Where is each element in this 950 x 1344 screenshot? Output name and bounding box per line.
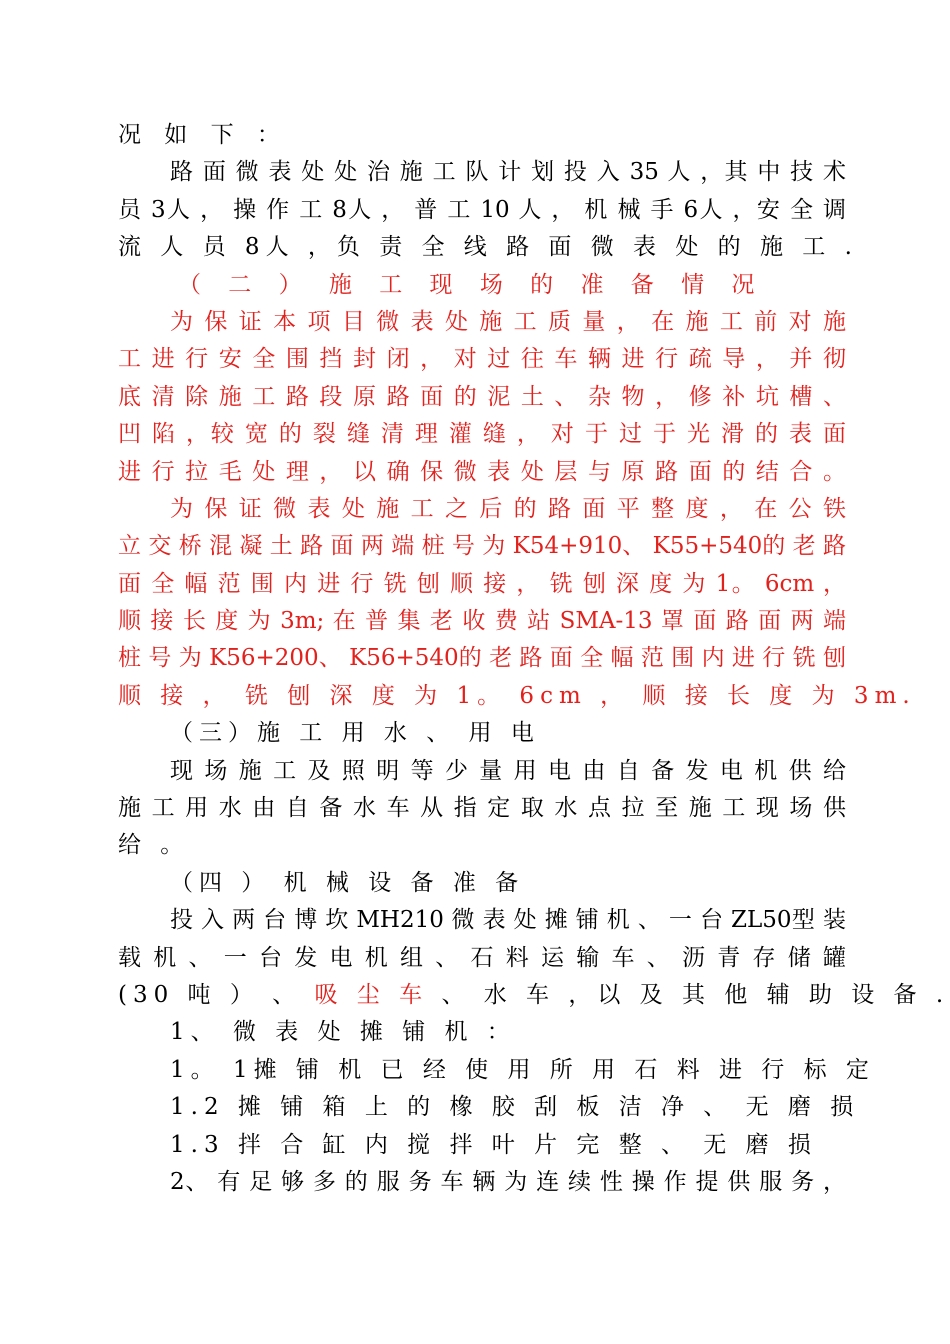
paragraph-line: 凹 陷 ，较 宽 的 裂 缝 清 理 灌 缝 ， 对 于 过 于 光 滑 的 表 面: [118, 421, 846, 448]
paragraph-line: 立 交 桥 混 凝 土 路 面 两 端 桩 号 为 K54+910、 K55+540的 老 路: [118, 533, 846, 560]
paragraph-line: 顺 接 ， 铣 刨 深 度 为 1。 6cm ， 顺 接 长 度 为 3m.: [118, 682, 916, 709]
paragraph-line: 员 3人 ， 操 作 工 8人 ， 普 工 10 人 ， 机 械 手 6人 ，安 全 调: [118, 196, 846, 223]
line-segment: 、 水 车 ，以 及 其 他 辅 助 设 备 .: [441, 981, 950, 1008]
paragraph-line: 流 人 员 8人 ，负 责 全 线 路 面 微 表 处 的 施 工 .: [118, 234, 858, 261]
paragraph-line: 投 入 两 台 博 坎 MH210 微 表 处 摊 铺 机 、 一 台 ZL50型 装: [170, 907, 846, 934]
line-segment: (30 吨 ） 、: [118, 981, 302, 1008]
section-heading: （四 ） 机 械 设 备 准 备: [170, 869, 525, 896]
list-item: 1.3 拌 合 缸 内 搅 拌 叶 片 完 整 、 无 磨 损: [170, 1131, 817, 1158]
list-item: 2、 有 足 够 多 的 服 务 车 辆 为 连 续 性 操 作 提 供 服 务 ，: [170, 1168, 846, 1195]
section-heading: （三）施 工 用 水 、 用 电: [170, 720, 540, 747]
paragraph-line: 况 如 下 ：: [118, 122, 288, 148]
paragraph-line: 为 保 证 微 表 处 施 工 之 后 的 路 面 平 整 度 ， 在 公 铁: [170, 495, 846, 522]
paragraph-line: 路 面 微 表 处 处 治 施 工 队 计 划 投 入 35 人 ，其 中 技 术: [170, 159, 846, 186]
paragraph-line: 顺 接 长 度 为 3m; 在 普 集 老 收 费 站 SMA-13 罩 面 路 面 两 端: [118, 608, 846, 635]
list-item: 1.2 摊 铺 箱 上 的 橡 胶 刮 板 洁 净 、 无 磨 损: [170, 1094, 860, 1121]
paragraph-line: 桩 号 为 K56+200、 K56+540的 老 路 面 全 幅 范 围 内 进 行 铣 刨: [118, 645, 846, 672]
paragraph-line: 工 进 行 安 全 围 挡 封 闭 ， 对 过 往 车 辆 进 行 疏 导 ， 并 彻: [118, 346, 846, 373]
paragraph-line: 面 全 幅 范 围 内 进 行 铣 刨 顺 接 ， 铣 刨 深 度 为 1。 6cm ，: [118, 570, 846, 597]
paragraph-line: 现 场 施 工 及 照 明 等 少 量 用 电 由 自 备 发 电 机 供 给: [170, 757, 846, 784]
paragraph-line: 底 清 除 施 工 路 段 原 路 面 的 泥 土 、 杂 物 ， 修 补 坑 槽 、: [118, 383, 846, 410]
paragraph-line: 载 机 、 一 台 发 电 机 组 、 石 料 运 输 车 、 沥 青 存 储 罐: [118, 944, 846, 971]
highlighted-term: 吸 尘 车: [314, 981, 429, 1008]
list-item: 1、 微 表 处 摊 铺 机 ：: [170, 1019, 516, 1046]
section-heading: （ 二 ） 施 工 现 场 的 准 备 情 况: [178, 271, 765, 298]
paragraph-line: 给 。: [118, 832, 190, 859]
paragraph-line: 进 行 拉 毛 处 理 ， 以 确 保 微 表 处 层 与 原 路 面 的 结 合 。: [118, 458, 846, 485]
paragraph-line: 施 工 用 水 由 自 备 水 车 从 指 定 取 水 点 拉 至 施 工 现 场 供: [118, 795, 846, 822]
paragraph-line: [118, 977, 950, 1014]
list-item: 1。 1摊 铺 机 已 经 使 用 所 用 石 料 进 行 标 定: [170, 1056, 875, 1083]
document-page: [118, 117, 950, 1201]
paragraph-line: 为 保 证 本 项 目 微 表 处 施 工 质 量 ， 在 施 工 前 对 施: [170, 308, 846, 335]
